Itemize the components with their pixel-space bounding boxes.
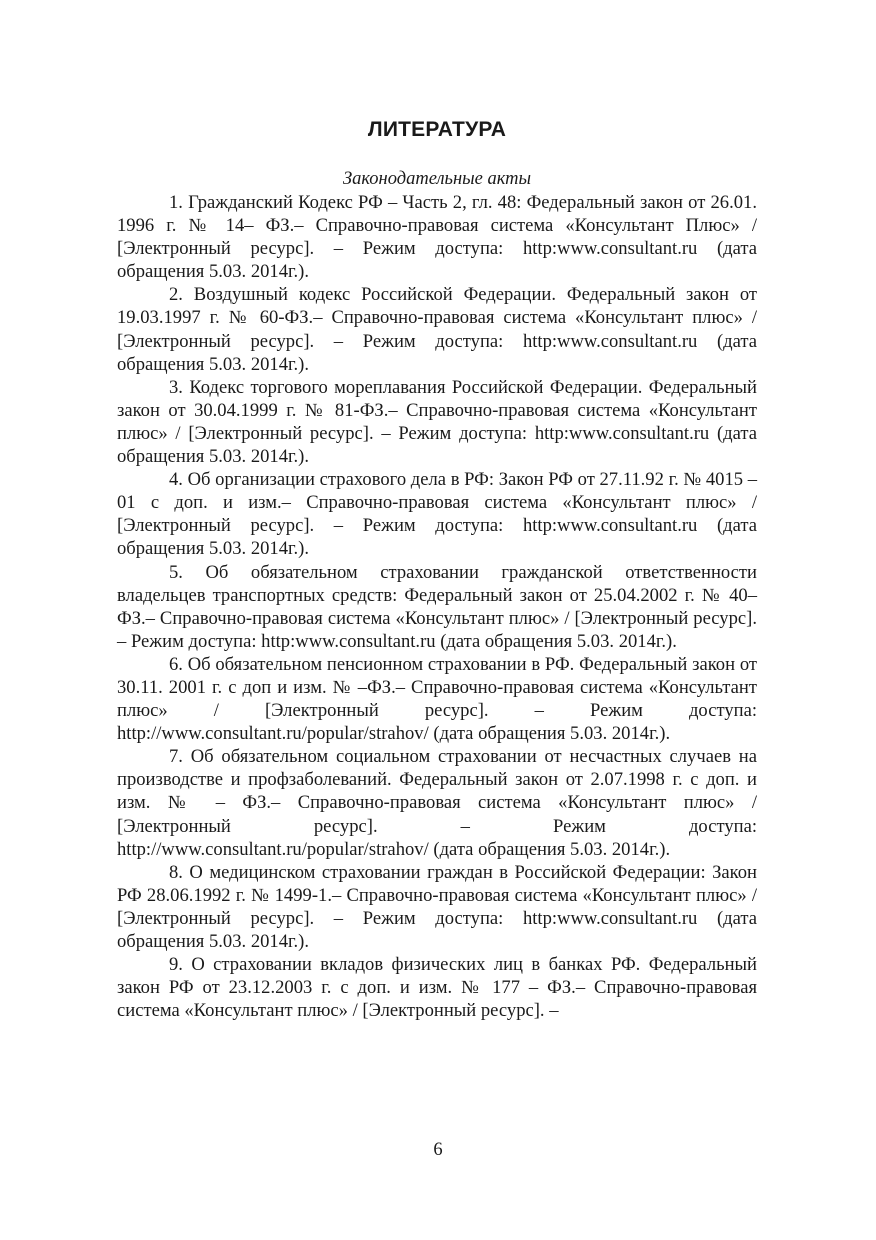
reference-item: 2. Воздушный кодекс Российской Федерации. Федеральный закон от 19.03.1997 г. № 60-ФЗ.– Справочно-правовая система «Консультант плюс» / [Электронный ресурс]. – Режим доступа: http:www.consultant.ru (дата обращения 5.03. 2014г.). [117, 284, 757, 375]
reference-item: 3. Кодекс торгового мореплавания Российской Федерации. Федеральный закон от 30.04.1999 г. № 81-ФЗ.– Справочно-правовая система «Консультант плюс» / [Электронный ресурс]. – Режим доступа: http:www.consultant.ru (дата обращения 5.03. 2014г.). [117, 376, 757, 468]
reference-item: 9. О страховании вкладов физических лиц в банках РФ. Федеральный закон РФ от 23.12.2003 г. с доп. и изм. № 177 – ФЗ.– Справочно-правовая система «Консультант плюс» / [Электронный ресурс]. – [117, 954, 757, 1022]
reference-item: 1. Гражданский Кодекс РФ – Часть 2, гл. 48: Федеральный закон от 26.01. 1996 г. № 14– ФЗ.– Справочно-правовая система «Консультант Плюс» / [Электронный ресурс]. – Режим доступа: http:www.consultant.ru (дата обращения 5.03. 2014г.). [117, 192, 757, 283]
section-title: Законодательные акты [342, 169, 532, 189]
reference-item: 7. Об обязательном социальном страховании от несчастных случаев на производстве и профзаболеваний. Федеральный закон от 2.07.1998 г. с доп. и изм. № – ФЗ.– Справочно-правовая система «Консультант плюс» / [Электронный ресурс]. – Режим доступа: http://www.consultant.ru/popular/strahov/ (дата обращения 5.03. 2014г.). [117, 746, 757, 860]
document-page [117, 118, 757, 1022]
reference-list [117, 191, 757, 1022]
page-title: ЛИТЕРАТУРА [367, 118, 507, 141]
reference-item: 4. Об организации страхового дела в РФ: Закон РФ от 27.11.92 г. № 4015 – 01 с доп. и изм.– Справочно-правовая система «Консультант плюс» / [Электронный ресурс]. – Режим доступа: http:www.consultant.ru (дата обращения 5.03. 2014г.). [117, 469, 757, 560]
reference-item: 5. Об обязательном страховании гражданской ответственности владельцев транспортных средств: Федеральный закон от 25.04.2002 г. № 40–ФЗ.– Справочно-правовая система «Консультант плюс» / [Электронный ресурс]. – Режим доступа: http:www.consultant.ru (дата обращения 5.03. 2014г.). [117, 561, 757, 652]
reference-item: 6. Об обязательном пенсионном страховании в РФ. Федеральный закон от 30.11. 2001 г. с доп и изм. № –ФЗ.– Справочно-правовая система «Консультант плюс» / [Электронный ресурс]. – Режим доступа: http://www.consultant.ru/popular/strahov/ (дата обращения 5.03. 2014г.). [117, 653, 757, 745]
reference-item: 8. О медицинском страховании граждан в Российской Федерации: Закон РФ 28.06.1992 г. № 1499-1.– Справочно-правовая система «Консультант плюс» / [Электронный ресурс]. – Режим доступа: http:www.consultant.ru (дата обращения 5.03. 2014г.). [117, 861, 757, 952]
page-number: 6 [433, 1140, 443, 1160]
